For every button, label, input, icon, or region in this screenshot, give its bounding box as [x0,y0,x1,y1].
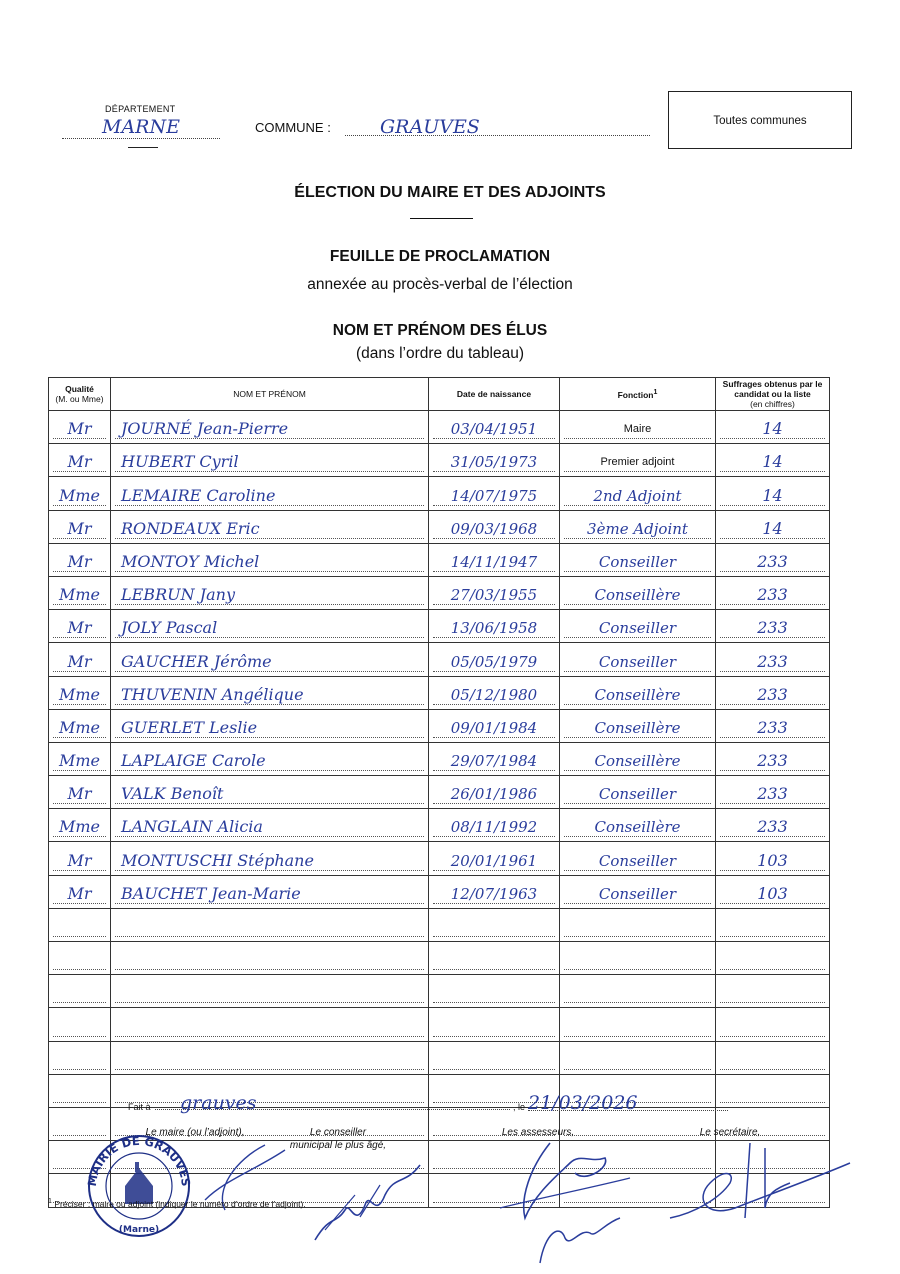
date-field[interactable]: 08/11/1992 [433,816,555,837]
fonction-field[interactable]: Conseiller [564,783,711,804]
suffrages-field[interactable]: 103 [720,883,825,904]
suffrages-field[interactable] [720,1082,825,1103]
cell-nom [111,1041,429,1074]
cell-fonction [560,444,716,477]
cell-qualite [49,908,111,941]
cell-fonction [560,709,716,742]
cell-fonction [560,543,716,576]
footnote [48,1197,306,1209]
cell-nom [111,643,429,676]
cell-date [429,709,560,742]
table-row [49,742,830,775]
cell-qualite [49,444,111,477]
cell-qualite [49,942,111,975]
cell-fonction [560,975,716,1008]
header-fonction-label: Fonction [617,389,654,400]
suffrages-field[interactable]: 14 [720,485,825,506]
nom-field[interactable]: MONTOY Michel [115,551,424,572]
fonction-field[interactable]: Conseiller [564,551,711,572]
table-row [49,444,830,477]
footnote-text: Préciser : maire ou adjoint (indiquer le numéro d’ordre de l’adjoint). [54,1198,306,1209]
header-fonction [560,378,716,411]
fonction-field[interactable]: Conseiller [564,850,711,871]
header-qualite [49,378,111,411]
cell-suffrages [716,1074,830,1107]
header-suffrages [716,378,830,411]
header-qualite-sub: (M. ou Mme) [55,394,104,404]
suffrages-field[interactable]: 14 [720,518,825,539]
title-divider [410,218,473,219]
cell-qualite [49,776,111,809]
cell-qualite [49,411,111,444]
secretaire-signature-label: Le secrétaire, [699,1127,761,1138]
date-field[interactable]: 26/01/1986 [433,783,555,804]
date-field[interactable]: 14/07/1975 [433,485,555,506]
cell-suffrages [716,908,830,941]
qualite-field[interactable] [53,1082,106,1103]
stamp-top-text: MAIRIE DE GRAUVES [84,1133,194,1188]
commune-label: COMMUNE : [255,120,331,135]
nom-field[interactable]: LEMAIRE Caroline [115,485,424,506]
qualite-field[interactable] [53,916,106,937]
nom-field[interactable]: GAUCHER Jérôme [115,651,424,672]
document-title: ÉLECTION DU MAIRE ET DES ADJOINTS [294,184,606,201]
cell-qualite [49,610,111,643]
cell-fonction [560,1041,716,1074]
table-row [49,842,830,875]
suffrages-field[interactable] [720,982,825,1003]
cell-nom [111,510,429,543]
cell-nom [111,709,429,742]
departement-label: DÉPARTEMENT [105,104,176,114]
departement-underline [128,147,158,148]
cell-suffrages [716,643,830,676]
cell-qualite [49,975,111,1008]
cell-qualite [49,875,111,908]
date-field[interactable] [433,949,555,970]
fonction-field[interactable] [564,982,711,1003]
date-field[interactable]: 13/06/1958 [433,617,555,638]
cell-suffrages [716,576,830,609]
fonction-field[interactable]: Conseillère [564,584,711,605]
qualite-field[interactable]: Mme [53,485,106,506]
suffrages-field[interactable]: 233 [720,617,825,638]
table-row [49,709,830,742]
cell-nom [111,942,429,975]
nom-field[interactable]: JOURNÉ Jean-Pierre [115,418,424,439]
fonction-field[interactable]: Premier adjoint [564,451,711,472]
suffrages-field[interactable] [720,916,825,937]
date-field[interactable] [433,982,555,1003]
cell-suffrages [716,1008,830,1041]
cell-date [429,942,560,975]
cell-nom [111,875,429,908]
cell-suffrages [716,510,830,543]
cell-fonction [560,942,716,975]
fonction-field[interactable] [564,1049,711,1070]
header-suffrages-sub: (en chiffres) [750,399,795,409]
cell-qualite [49,676,111,709]
footnote-number: 1 [48,1197,52,1205]
cell-date [429,776,560,809]
cell-nom [111,477,429,510]
header-qualite-label: Qualité [65,384,94,394]
fonction-field[interactable]: Conseillère [564,717,711,738]
cell-nom [111,444,429,477]
fonction-field[interactable]: 2nd Adjoint [564,485,711,506]
cell-date [429,610,560,643]
stamp-bottom-text: (Marne) [118,1225,160,1235]
cell-nom [111,543,429,576]
cell-fonction [560,477,716,510]
header-suffrages-label: Suffrages obtenus par le candidat ou la liste [722,379,823,399]
nom-field[interactable] [115,916,424,937]
assesseurs-signature [490,1138,640,1268]
date-field[interactable]: 12/07/1963 [433,883,555,904]
cell-qualite [49,576,111,609]
cell-date [429,1008,560,1041]
table-row [49,411,830,444]
cell-nom [111,411,429,444]
date-field[interactable]: 21/03/2026 [528,1092,728,1111]
table-row [49,1041,830,1074]
suffrages-field[interactable]: 233 [720,816,825,837]
qualite-field[interactable]: Mr [53,551,106,572]
cell-fonction [560,411,716,444]
cell-fonction [560,809,716,842]
suffrages-field[interactable]: 103 [720,850,825,871]
cell-date [429,643,560,676]
date-field[interactable]: 20/01/1961 [433,850,555,871]
suffrages-field[interactable]: 233 [720,684,825,705]
nom-field[interactable]: JOLY Pascal [115,617,424,638]
cell-suffrages [716,411,830,444]
qualite-field[interactable] [53,1049,106,1070]
date-field[interactable] [433,1049,555,1070]
date-field[interactable] [433,916,555,937]
qualite-field[interactable]: Mr [53,883,106,904]
cell-date [429,875,560,908]
date-field[interactable]: 09/01/1984 [433,717,555,738]
suffrages-field[interactable]: 14 [720,418,825,439]
cell-fonction [560,842,716,875]
cell-nom [111,742,429,775]
cell-suffrages [716,709,830,742]
cell-nom [111,842,429,875]
cell-fonction [560,510,716,543]
suffrages-field[interactable]: 14 [720,451,825,472]
cell-date [429,842,560,875]
cell-date [429,444,560,477]
table-row [49,942,830,975]
nom-field[interactable]: VALK Benoît [115,783,424,804]
cell-date [429,1041,560,1074]
table-row [49,643,830,676]
cell-fonction [560,1008,716,1041]
nom-field[interactable] [115,1049,424,1070]
nom-field[interactable]: LAPLAIGE Carole [115,750,424,771]
cell-qualite [49,510,111,543]
cell-nom [111,908,429,941]
fonction-field[interactable]: Conseillère [564,750,711,771]
table-row [49,776,830,809]
cell-date [429,742,560,775]
cell-suffrages [716,610,830,643]
nom-field[interactable]: RONDEAUX Eric [115,518,424,539]
nom-field[interactable]: GUERLET Leslie [115,717,424,738]
footnote-ref: 1 [653,389,658,397]
fonction-field[interactable]: Maire [564,418,711,439]
suffrages-field[interactable]: 233 [720,651,825,672]
suffrages-field[interactable] [720,949,825,970]
cell-nom [111,1008,429,1041]
nom-field[interactable] [115,1016,424,1037]
cell-date [429,676,560,709]
qualite-field[interactable]: Mr [53,518,106,539]
table-row [49,510,830,543]
table-row [49,875,830,908]
fonction-field[interactable]: Conseillère [564,684,711,705]
qualite-field[interactable]: Mr [53,451,106,472]
sheet-subtitle: annexée au procès-verbal de l’élection [307,276,573,293]
date-field[interactable]: 03/04/1951 [433,418,555,439]
suffrages-field[interactable]: 233 [720,584,825,605]
header-date [429,378,560,411]
cell-fonction [560,643,716,676]
nom-field[interactable]: THUVENIN Angélique [115,684,424,705]
qualite-field[interactable] [53,949,106,970]
nom-field[interactable] [115,949,424,970]
header-nom-label: NOM ET PRÉNOM [233,389,306,399]
cell-nom [111,576,429,609]
cell-suffrages [716,676,830,709]
suffrages-field[interactable]: 233 [720,551,825,572]
qualite-field[interactable]: Mme [53,584,106,605]
cell-suffrages [716,875,830,908]
date-field[interactable]: 09/03/1968 [433,518,555,539]
nom-field[interactable]: MONTUSCHI Stéphane [115,850,424,871]
date-field[interactable]: 29/07/1984 [433,750,555,771]
cell-date [429,477,560,510]
conseiller-signature [310,1155,425,1245]
cell-suffrages [716,543,830,576]
fait-a-field[interactable]: grauves [155,1092,510,1110]
cell-qualite [49,543,111,576]
qualite-field[interactable] [53,982,106,1003]
commune-category-box: Toutes communes [668,91,852,149]
cell-date [429,543,560,576]
cell-suffrages [716,975,830,1008]
date-label: , le [513,1102,526,1112]
date-field[interactable] [433,1016,555,1037]
qualite-field[interactable]: Mr [53,617,106,638]
date-field[interactable]: 31/05/1973 [433,451,555,472]
qualite-field[interactable]: Mr [53,418,106,439]
nom-field[interactable] [115,982,424,1003]
table-row [49,1008,830,1041]
cell-fonction [560,676,716,709]
cell-qualite [49,1074,111,1107]
cell-qualite [49,1041,111,1074]
table-row [49,809,830,842]
cell-fonction [560,776,716,809]
fonction-field[interactable] [564,916,711,937]
cell-date [429,975,560,1008]
header-date-label: Date de naissance [456,389,532,399]
cell-date [429,908,560,941]
suffrages-field[interactable]: 233 [720,783,825,804]
cell-suffrages [716,776,830,809]
fonction-field[interactable]: Conseillère [564,816,711,837]
table-row [49,543,830,576]
cell-nom [111,809,429,842]
maire-signature-label: Le maire (ou l’adjoint), [145,1127,245,1138]
cell-suffrages [716,477,830,510]
suffrages-field[interactable] [720,1049,825,1070]
cell-fonction [560,610,716,643]
qualite-field[interactable]: Mme [53,684,106,705]
cell-nom [111,975,429,1008]
suffrages-field[interactable] [720,1016,825,1037]
secretaire-signature [665,1138,855,1228]
names-subtitle: (dans l’ordre du tableau) [355,345,525,362]
mairie-stamp [80,1128,198,1240]
nom-field[interactable]: LANGLAIN Alicia [115,816,424,837]
cell-qualite [49,1008,111,1041]
cell-nom [111,610,429,643]
conseiller-signature-label: Le conseiller municipal le plus âgé, [289,1127,387,1151]
date-field[interactable]: 05/12/1980 [433,684,555,705]
cell-fonction [560,908,716,941]
fonction-field[interactable]: Conseiller [564,617,711,638]
date-field[interactable]: 27/03/1955 [433,584,555,605]
fonction-field[interactable] [564,1016,711,1037]
cell-fonction [560,576,716,609]
suffrages-field[interactable]: 233 [720,717,825,738]
qualite-field[interactable]: Mr [53,783,106,804]
qualite-field[interactable]: Mr [53,651,106,672]
elected-officials-table [48,377,830,1208]
fonction-field[interactable]: Conseiller [564,883,711,904]
table-row [49,676,830,709]
cell-date [429,411,560,444]
table-row [49,576,830,609]
commune-field[interactable]: GRAUVES [345,116,650,136]
cell-nom [111,676,429,709]
table-header-row [49,378,830,411]
cell-qualite [49,842,111,875]
departement-field[interactable]: MARNE [62,116,220,139]
fait-a-label: Fait à [128,1102,151,1112]
cell-suffrages [716,444,830,477]
names-title: NOM ET PRÉNOM DES ÉLUS [332,322,548,339]
cell-fonction [560,742,716,775]
date-field[interactable]: 05/05/1979 [433,651,555,672]
fonction-field[interactable]: Conseiller [564,651,711,672]
cell-date [429,809,560,842]
fonction-field[interactable]: 3ème Adjoint [564,518,711,539]
qualite-field[interactable]: Mme [53,750,106,771]
fonction-field[interactable] [564,949,711,970]
qualite-field[interactable] [53,1016,106,1037]
cell-qualite [49,809,111,842]
cell-suffrages [716,942,830,975]
cell-fonction [560,875,716,908]
cell-suffrages [716,1041,830,1074]
cell-suffrages [716,809,830,842]
cell-suffrages [716,842,830,875]
qualite-field[interactable]: Mme [53,717,106,738]
cell-date [429,576,560,609]
qualite-field[interactable]: Mme [53,816,106,837]
suffrages-field[interactable]: 233 [720,750,825,771]
cell-nom [111,776,429,809]
cell-suffrages [716,742,830,775]
cell-qualite [49,477,111,510]
cell-qualite [49,643,111,676]
table-row [49,908,830,941]
nom-field[interactable]: HUBERT Cyril [115,451,424,472]
table-row [49,610,830,643]
cell-qualite [49,709,111,742]
header-nom [111,378,429,411]
nom-field[interactable]: LEBRUN Jany [115,584,424,605]
table-row [49,975,830,1008]
cell-qualite [49,742,111,775]
date-field[interactable]: 14/11/1947 [433,551,555,572]
sheet-title: FEUILLE DE PROCLAMATION [329,248,551,265]
table-row [49,477,830,510]
qualite-field[interactable]: Mr [53,850,106,871]
cell-date [429,510,560,543]
assesseurs-signature-label: Les assesseurs, [501,1127,575,1138]
nom-field[interactable]: BAUCHET Jean-Marie [115,883,424,904]
